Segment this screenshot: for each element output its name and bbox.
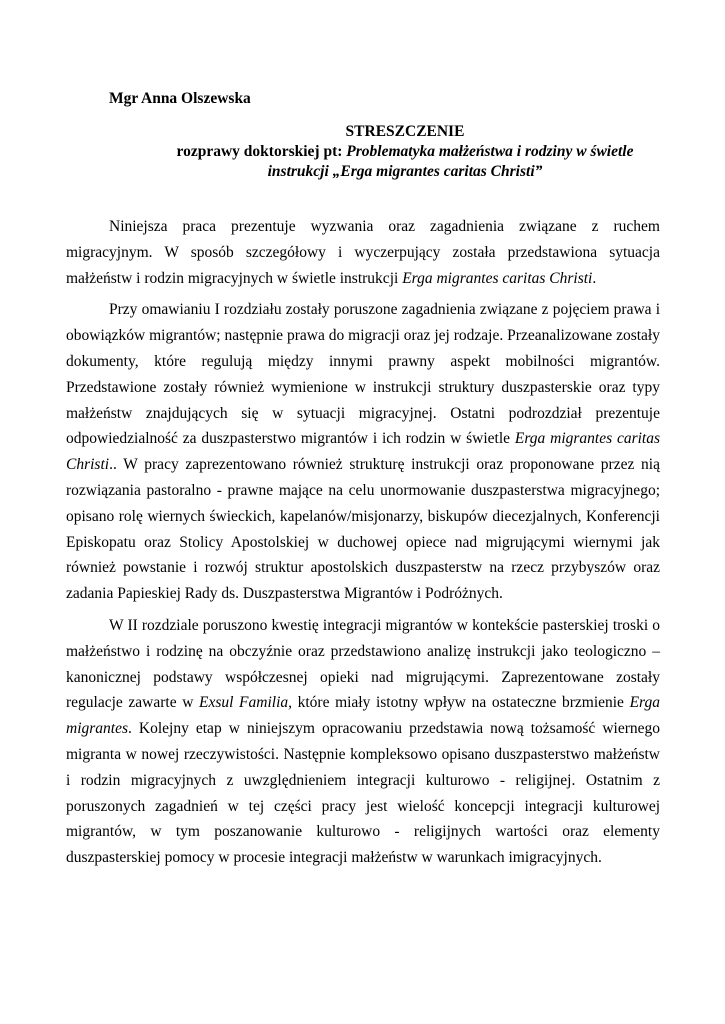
author-name: Mgr Anna Olszewska	[109, 90, 251, 107]
paragraph-3-text-c: . Kolejny etap w niniejszym opracowaniu przedstawia nową tożsamość wiernego migranta w nowej rzeczywistości. Następnie kompleksowo opisano duszpasterstwo małżeństw i rodzin migracyjnych z uwzględnieniem integracji kulturowo - religijnej. Ostatnim z poruszonych zagadnień w tej części pracy jest wielość koncepcji integracji kulturowej migrantów, w tym poszanowanie kulturowo - religijnych wartości oraz elementy duszpasterskiej pomocy w procesie integracji małżeństw w warunkach imigracyjnych.	[66, 720, 660, 867]
subtitle-prefix: rozprawy doktorskiej pt:	[176, 143, 347, 160]
document-heading: STRESZCZENIE	[345, 123, 465, 140]
dissertation-subtitle	[150, 142, 660, 162]
paragraph-1-text-b: .	[592, 269, 597, 287]
paragraph-2	[66, 297, 660, 607]
paragraph-3-italic-a: Exsul Familia,	[199, 694, 292, 712]
paragraph-1-italic-a: Erga migrantes caritas Christi	[402, 269, 593, 287]
paragraph-1	[66, 214, 660, 291]
paragraph-2-text-b: .. W pracy zaprezentowano również strukturę instrukcji oraz proponowane przez nią rozwiązania pastoralno - prawne mające na celu unormowanie duszpasterstwa migracyjnego; opisano rolę wiernych świeckich, kapelanów/misjonarzy, biskupów diecezjalnych, Konferencji Episkopatu oraz Stolicy Apostolskiej w duchowej opiece nad migrującymi wiernymi jak również powstanie i rozwój struktur apostolskich duszpasterstw na rzecz przybyszów oraz zadania Papieskiej Rady ds. Duszpasterstwa Migrantów i Podróżnych.	[66, 456, 660, 603]
paragraph-3-italic-b: Erga migrantes	[66, 694, 660, 738]
title-block	[150, 122, 660, 182]
paragraph-3-text-b: które miały istotny wpływ na ostateczne brzmienie	[292, 694, 630, 712]
abstract-body	[66, 214, 660, 877]
paragraph-2-text-a: Przy omawianiu I rozdziału zostały poruszone zagadnienia związane z pojęciem prawa i obowiązków migrantów; następnie prawa do migracji oraz jej rodzaje. Przeanalizowane zostały dokumenty, które regulują między innymi prawny aspekt mobilności migrantów. Przedstawione zostały również wymienione w instrukcji struktury duszpasterskie oraz typy małżeństw znajdujących się w sytuacji migracyjnej. Ostatni podrozdział prezentuje odpowiedzialność za duszpasterstwo migrantów i ich rodzin w świetle	[66, 301, 660, 448]
subtitle-title-line2: instrukcji „Erga migrantes caritas Christi”	[267, 163, 543, 180]
paragraph-3-text-a: W II rozdziale poruszono kwestię integracji migrantów w kontekście pasterskiej troski o małżeństwo i rodzinę na obczyźnie oraz przedstawiono analizę instrukcji jako teologiczno – kanonicznej podstawy współczesnej opieki nad migrującymi. Zaprezentowane zostały regulacje zawarte w	[66, 616, 660, 712]
paragraph-1-text-a: Niniejsza praca prezentuje wyzwania oraz zagadnienia związane z ruchem migracyjnym. W sposób szczegółowy i wyczerpujący została przedstawiona sytuacja małżeństw i rodzin migracyjnych w świetle instrukcji	[66, 218, 660, 287]
subtitle-title-line1: Problematyka małżeństwa i rodziny w świetle	[346, 143, 634, 160]
paragraph-3	[66, 613, 660, 871]
paragraph-2-italic-a: Erga migrantes caritas Christi	[66, 430, 661, 474]
dissertation-subtitle-cont	[150, 162, 660, 182]
